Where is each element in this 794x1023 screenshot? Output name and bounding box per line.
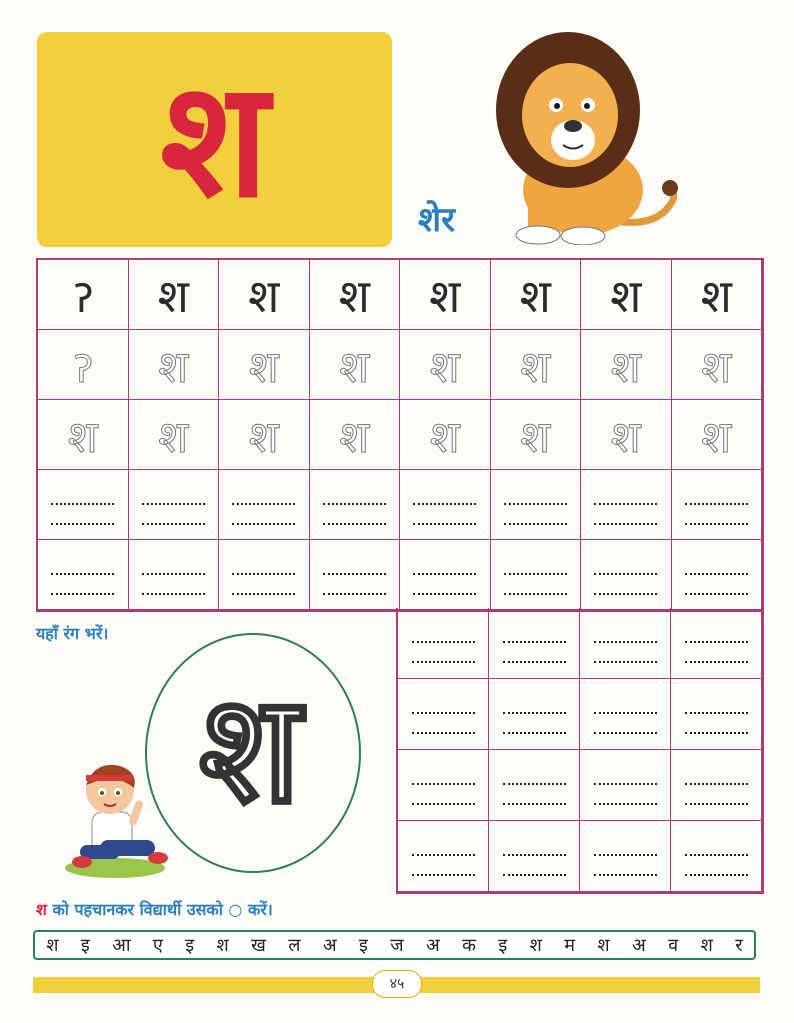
trace-cell[interactable]: श <box>400 330 491 400</box>
identify-letter: श <box>36 900 47 919</box>
letter-choice[interactable]: श <box>216 935 229 956</box>
writing-cell[interactable] <box>129 540 220 610</box>
writing-cell[interactable] <box>489 750 580 821</box>
letter-identify-row <box>33 930 756 960</box>
identify-text: को पहचानकर विद्यार्थी उसको ○ करें। <box>46 900 273 919</box>
writing-cell[interactable] <box>580 608 671 679</box>
stroke-step-4: श <box>310 260 401 330</box>
writing-cell[interactable] <box>219 470 310 540</box>
writing-cell[interactable] <box>491 470 582 540</box>
writing-cell[interactable] <box>671 750 762 821</box>
writing-cell[interactable] <box>398 679 489 750</box>
trace-cell[interactable]: श <box>129 330 220 400</box>
trace-cell[interactable]: श <box>581 400 672 470</box>
letter-choice[interactable]: श <box>46 935 59 956</box>
writing-cell[interactable] <box>489 821 580 892</box>
letter-choice[interactable]: श <box>700 935 713 956</box>
stroke-step-7: श <box>581 260 672 330</box>
writing-cell[interactable] <box>310 540 401 610</box>
writing-cell[interactable] <box>671 608 762 679</box>
letter-choice[interactable]: इ <box>358 935 368 956</box>
example-word: शेर <box>418 200 456 240</box>
letter-choice[interactable]: ख <box>251 935 266 956</box>
page-number: ४५ <box>372 970 422 998</box>
writing-cell[interactable] <box>400 540 491 610</box>
writing-cell[interactable] <box>310 470 401 540</box>
writing-cell[interactable] <box>398 750 489 821</box>
writing-cell[interactable] <box>398 821 489 892</box>
stroke-step-2: श <box>129 260 220 330</box>
writing-cell[interactable] <box>580 750 671 821</box>
trace-cell[interactable]: श <box>129 400 220 470</box>
trace-cell[interactable]: श <box>491 330 582 400</box>
letter-choice[interactable]: श <box>597 935 610 956</box>
letter-choice[interactable]: अ <box>632 935 646 956</box>
letter-choice[interactable]: क <box>462 935 476 956</box>
writing-cell[interactable] <box>580 679 671 750</box>
writing-cell[interactable] <box>129 470 220 540</box>
letter-choice[interactable]: श <box>529 935 542 956</box>
letter-choice[interactable]: ल <box>288 935 301 956</box>
stroke-step-5: श <box>400 260 491 330</box>
lion-illustration <box>488 30 678 245</box>
writing-cell[interactable] <box>580 821 671 892</box>
writing-cell[interactable] <box>489 608 580 679</box>
letter-choice[interactable]: इ <box>80 935 90 956</box>
writing-cell[interactable] <box>38 470 129 540</box>
trace-cell[interactable]: श <box>400 400 491 470</box>
writing-grid <box>396 608 764 894</box>
trace-cell[interactable]: श <box>491 400 582 470</box>
coloring-instruction: यहाँ रंग भरें। <box>36 624 109 643</box>
letter-choice[interactable]: व <box>668 935 679 956</box>
letter-choice[interactable]: आ <box>112 935 131 956</box>
trace-cell[interactable]: ॽ <box>38 330 129 400</box>
letter-choice[interactable]: अ <box>425 935 440 956</box>
letter-choice[interactable]: इ <box>185 935 195 956</box>
writing-cell[interactable] <box>672 540 763 610</box>
letter-choice[interactable]: इ <box>498 935 508 956</box>
letter-choice[interactable]: म <box>564 935 575 956</box>
trace-cell[interactable]: श <box>581 330 672 400</box>
writing-cell[interactable] <box>219 540 310 610</box>
stroke-step-1: ॽ <box>38 260 129 330</box>
trace-cell[interactable]: श <box>672 330 763 400</box>
writing-cell[interactable] <box>581 540 672 610</box>
writing-cell[interactable] <box>38 540 129 610</box>
writing-cell[interactable] <box>671 679 762 750</box>
letter-choice[interactable]: र <box>735 935 743 956</box>
writing-cell[interactable] <box>672 470 763 540</box>
trace-cell[interactable]: श <box>38 400 129 470</box>
writing-cell[interactable] <box>671 821 762 892</box>
writing-cell[interactable] <box>491 540 582 610</box>
letter-choice[interactable]: अ <box>322 935 337 956</box>
stroke-step-6: श <box>491 260 582 330</box>
trace-cell[interactable]: श <box>219 400 310 470</box>
trace-cell[interactable]: श <box>672 400 763 470</box>
trace-cell[interactable]: श <box>219 330 310 400</box>
writing-cell[interactable] <box>398 608 489 679</box>
trace-cell[interactable]: श <box>310 330 401 400</box>
boy-illustration <box>60 760 175 880</box>
letter-choice[interactable]: ए <box>152 935 163 956</box>
identify-instruction <box>36 898 273 920</box>
featured-letter: श <box>160 46 269 233</box>
trace-cell[interactable]: श <box>310 400 401 470</box>
tracing-grid <box>36 258 764 612</box>
writing-cell[interactable] <box>581 470 672 540</box>
letter-card <box>37 32 392 247</box>
stroke-step-8: श <box>672 260 763 330</box>
coloring-letter[interactable]: श <box>198 663 301 837</box>
stroke-step-3: श <box>219 260 310 330</box>
letter-choice[interactable]: ज <box>390 935 404 956</box>
writing-cell[interactable] <box>400 470 491 540</box>
writing-cell[interactable] <box>489 679 580 750</box>
